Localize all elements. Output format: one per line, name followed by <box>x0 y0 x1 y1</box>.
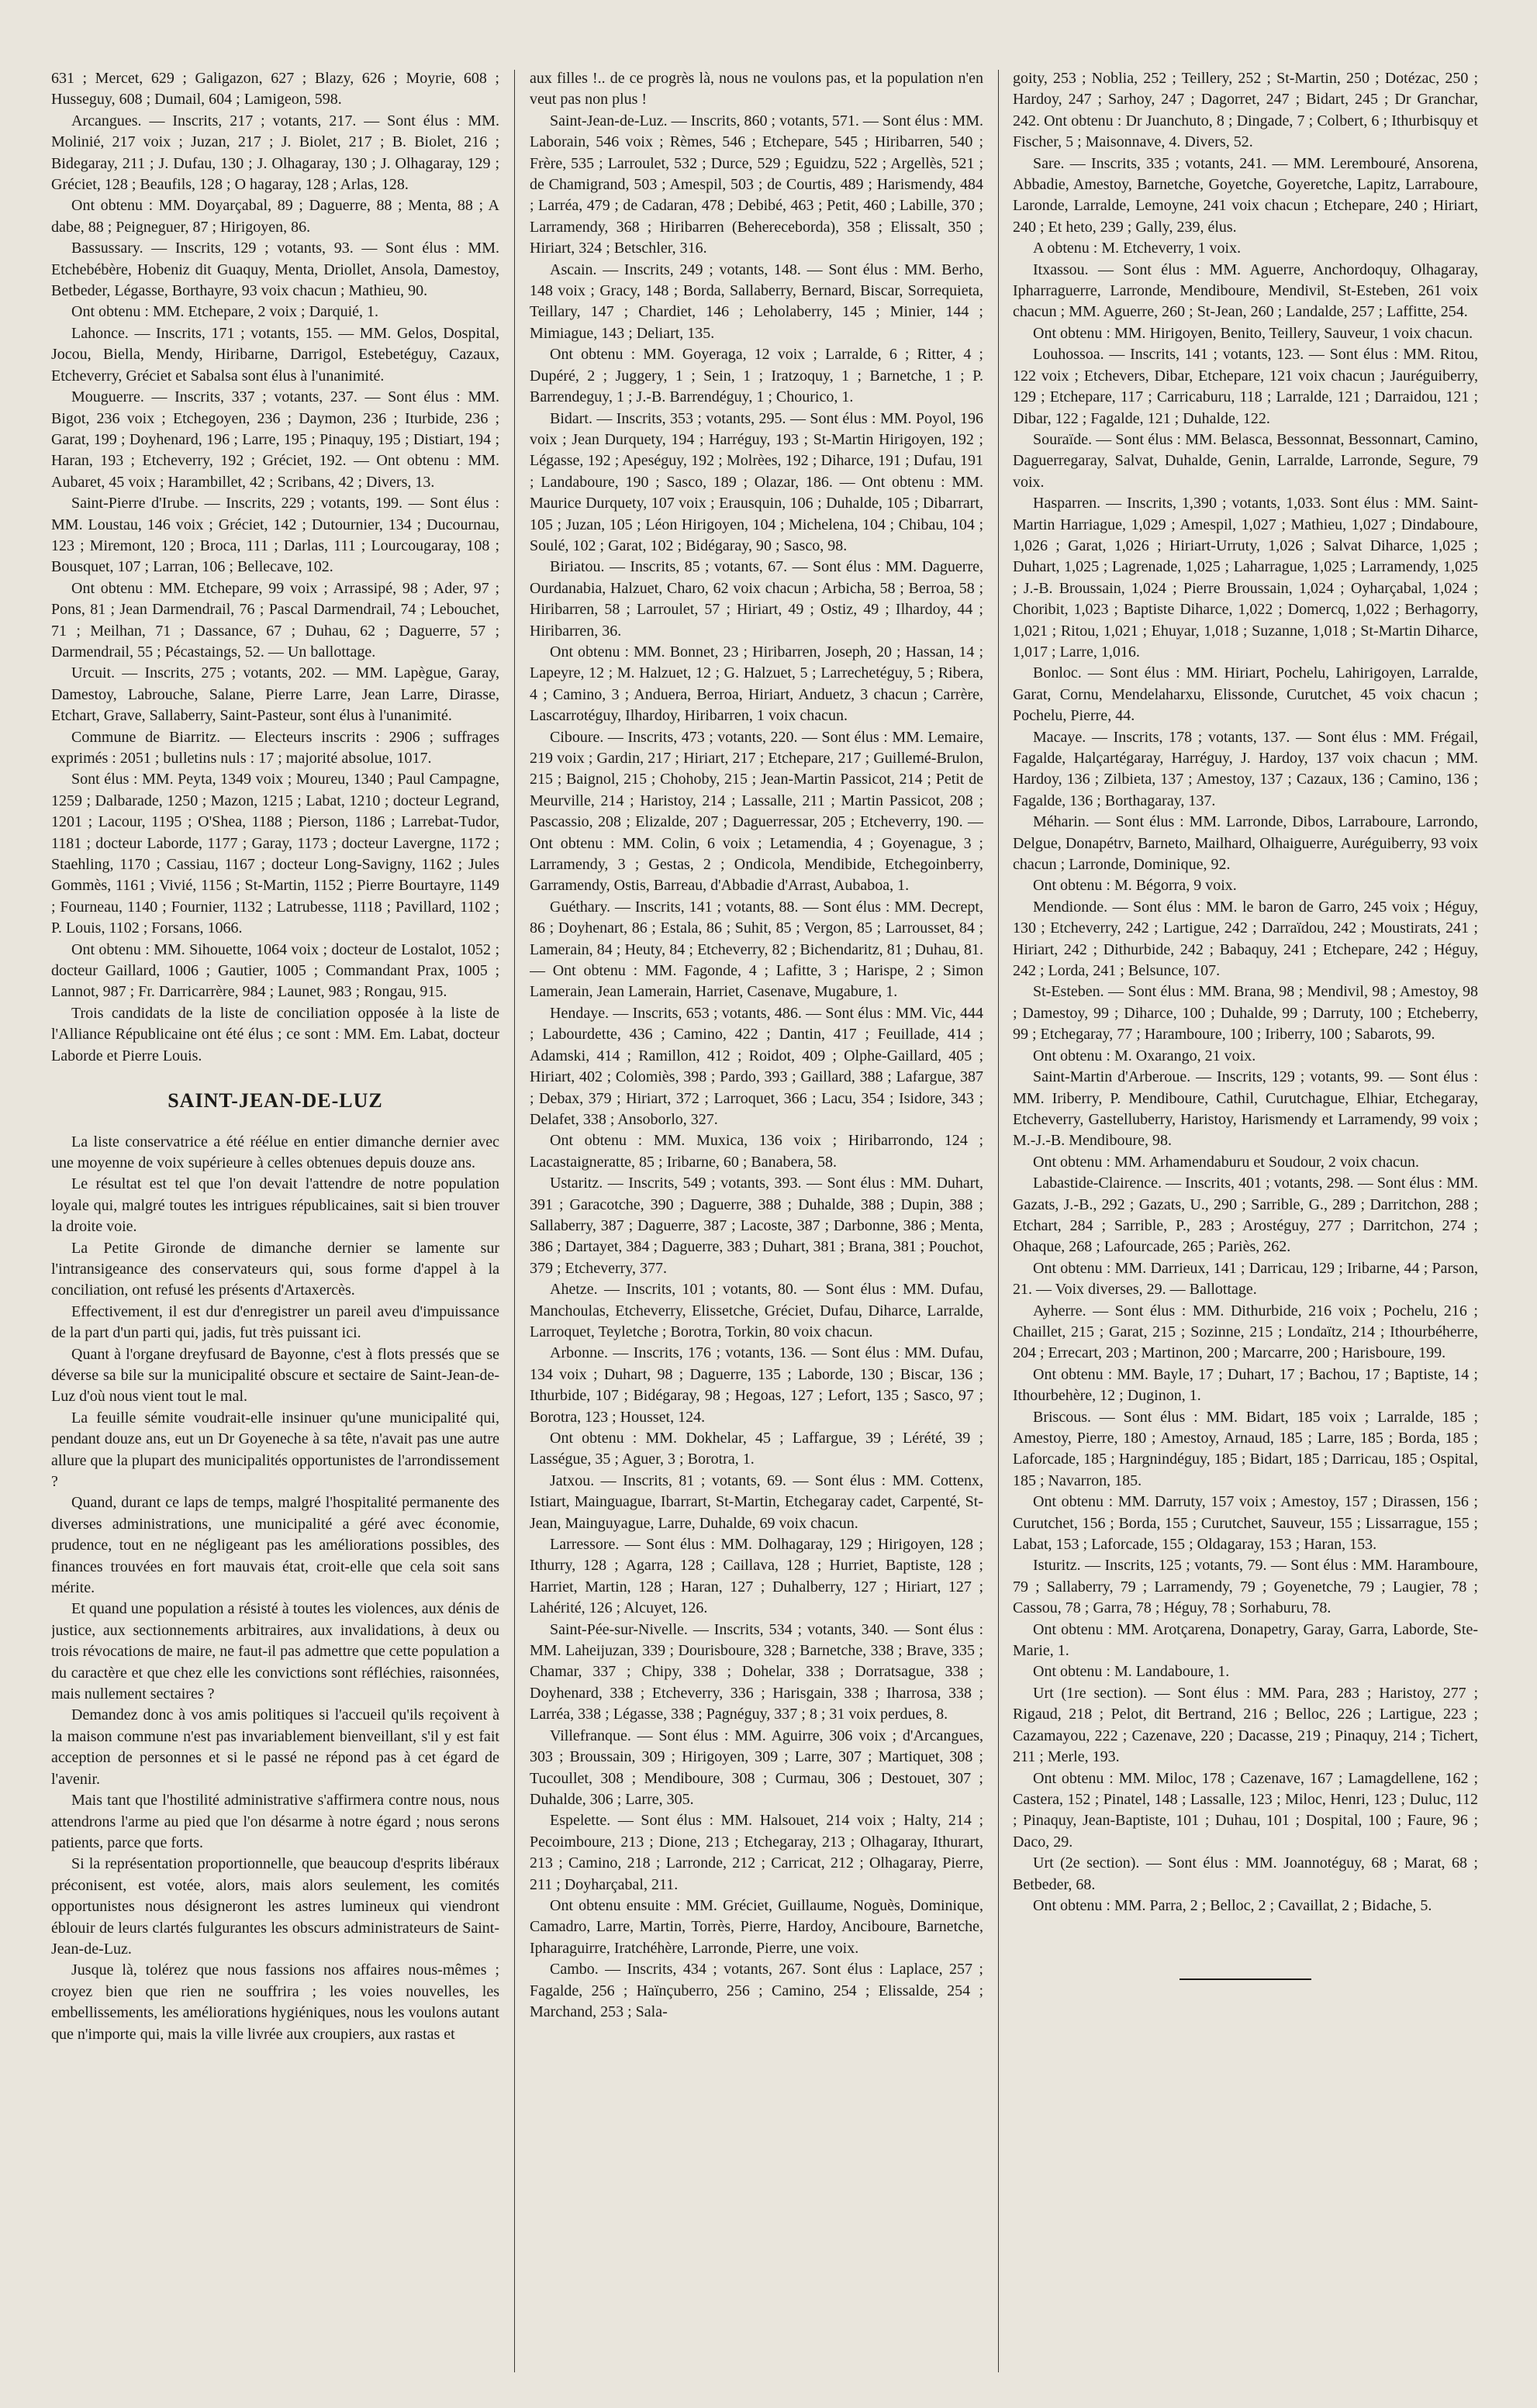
paragraph: Ont obtenu : MM. Muxica, 136 voix ; Hiribarrondo, 124 ; Lacastaigneratte, 85 ; Iribarne, 60 ; Banabera, 58. <box>530 1132 983 1171</box>
column-1 <box>51 68 499 2377</box>
paragraph: Jusque là, tolérez que nous fassions nos affaires nous-mêmes ; croyez bien que rien ne souffrira ; les voies nouvelles, les embellissements, les améliorations hygiéniques, nous les voulons autant que n'importe qui, mais la ville livrée aux croupiers, aux rastas et <box>51 1961 499 2043</box>
paragraph: Ont obtenu : MM. Sihouette, 1064 voix ; docteur de Lostalot, 1052 ; docteur Gaillard, 1006 ; Gautier, 1005 ; Commandant Prax, 1005 ; Lannot, 987 ; Fr. Darricarrère, 984 ; Launet, 983 ; Rongau, 915. <box>51 940 499 1001</box>
paragraph: Commune de Biarritz. — Electeurs inscrits : 2906 ; suffrages exprimés : 2051 ; bulletins nuls : 17 ; majorité absolue, 1017. <box>51 728 499 767</box>
paragraph: Jatxou. — Inscrits, 81 ; votants, 69. — Sont élus : MM. Cottenx, Istiart, Mainguague, Ibarrart, St-Martin, Etchegaray cadet, Carpenté, St-Jean, Mainguyague, Larre, Duhalde, 69 voix chacun. <box>530 1471 983 1532</box>
paragraph: Ont obtenu : M. Bégorra, 9 voix. <box>1033 877 1237 895</box>
paragraph: Ont obtenu : M. Landaboure, 1. <box>1033 1663 1230 1681</box>
paragraph: Saint-Pée-sur-Nivelle. — Inscrits, 534 ; votants, 340. — Sont élus : MM. Laheijuzan, 339 ; Dourisboure, 328 ; Barnetche, 338 ; Brave, 335 ; Chamar, 337 ; Chipy, 338 ; Dohelar, 338 ; Dorratsague, 338 ; Doyhenard, 338 ; Etcheverry, 336 ; Harisgain, 338 ; Iharrosa, 338 ; Larréa, 338 ; Légasse, 338 ; Pagnéguy, 337 ; 8 ; 31 voix perdues, 8. <box>530 1620 983 1723</box>
column-3 <box>1013 68 1478 2377</box>
closing-rule <box>1180 1978 1311 1980</box>
paragraph: Cambo. — Inscrits, 434 ; votants, 267. Sont élus : Laplace, 257 ; Fagalde, 256 ; Haïnçuberro, 256 ; Camino, 254 ; Elissalde, 254 ; Marchand, 253 ; Sala- <box>530 1961 983 2020</box>
paragraph: Ont obtenu : MM. Arotçarena, Donapetry, Garay, Garra, Laborde, Ste-Marie, 1. <box>1013 1620 1478 1660</box>
paragraph: Ont obtenu : MM. Arhamendaburu et Soudour, 2 voix chacun. <box>1033 1153 1420 1171</box>
paragraph: Urt (1re section). — Sont élus : MM. Para, 283 ; Haristoy, 277 ; Rigaud, 218 ; Pelot, dit Bertrand, 216 ; Belloc, 226 ; Lartigue, 223 ; Cazamayou, 222 ; Cazenave, 220 ; Dacasse, 219 ; Pinaquy, 214 ; Tichert, 211 ; Merle, 193. <box>1013 1684 1478 1766</box>
paragraph: Ont obtenu : MM. Doyarçabal, 89 ; Daguerre, 88 ; Menta, 88 ; A dabe, 88 ; Peigneguer, 87 ; Hirigoyen, 86. <box>51 197 499 236</box>
paragraph: aux filles !.. de ce progrès là, nous ne voulons pas, et la population n'en veut pas non plus ! <box>530 70 983 109</box>
paragraph: Ont obtenu : MM. Bayle, 17 ; Duhart, 17 ; Bachou, 17 ; Baptiste, 14 ; Ithourbehère, 12 ; Duginon, 1. <box>1013 1365 1478 1405</box>
paragraph: Saint-Pierre d'Irube. — Inscrits, 229 ; votants, 199. — Sont élus : MM. Loustau, 146 voix ; Gréciet, 142 ; Dutournier, 134 ; Ducournau, 123 ; Miremont, 120 ; Broca, 111 ; Darlas, 111 ; Lourcougaray, 108 ; Bousquet, 107 ; Larran, 106 ; Bellecave, 102. <box>51 495 499 576</box>
paragraph: Ahetze. — Inscrits, 101 ; votants, 80. — Sont élus : MM. Dufau, Manchoulas, Etcheverry, Elissetche, Gréciet, Dufau, Diharce, Larralde, Larroquet, Teyletche ; Borotra, Torkin, 80 voix chacun. <box>530 1281 983 1340</box>
paragraph: Ont obtenu ensuite : MM. Gréciet, Guillaume, Noguès, Dominique, Camadro, Larre, Martin, Torrès, Pierre, Hardoy, Anciboure, Barnetche, Ipharaguirre, Iratchéhère, Larronde, Pierre, une voix. <box>530 1896 983 1957</box>
paragraph: Arbonne. — Inscrits, 176 ; votants, 136. — Sont élus : MM. Dufau, 134 voix ; Duhart, 98 ; Daguerre, 135 ; Laborde, 130 ; Biscar, 136 ; Ithurbide, 107 ; Bidégaray, 98 ; Hegoas, 127 ; Lefort, 135 ; Sasco, 97 ; Borotra, 123 ; Housset, 124. <box>530 1344 983 1426</box>
paragraph: La Petite Gironde de dimanche dernier se lamente sur l'intransigeance des conservateurs qui, sous forme d'appel à la conciliation, ont refusé les présents d'Artaxercès. <box>51 1239 499 1299</box>
paragraph: Souraïde. — Sont élus : MM. Belasca, Bessonnat, Bessonnart, Camino, Daguerregaray, Salvat, Duhalde, Genin, Larralde, Larronde, Segure, 79 voix. <box>1013 430 1478 491</box>
paragraph: Bassussary. — Inscrits, 129 ; votants, 93. — Sont élus : MM. Etchebébère, Hobeniz dit Guaquy, Menta, Driollet, Ansola, Damestoy, Betbeder, Légasse, Borthayre, 93 voix chacun ; Mathieu, 90. <box>51 240 499 300</box>
paragraph: goity, 253 ; Noblia, 252 ; Teillery, 252 ; St-Martin, 250 ; Dotézac, 250 ; Hardoy, 247 ; Sarhoy, 247 ; Dagorret, 247 ; Bidart, 245 ; Dr Granchar, 242. Ont obtenu : Dr Juanchuto, 8 ; Dingade, 7 ; Colbert, 6 ; Ithurbisquy et Fischer, 5 ; Maisonnave, 4. Divers, 52. <box>1013 70 1478 151</box>
paragraph: Isturitz. — Inscrits, 125 ; votants, 79. — Sont élus : MM. Haramboure, 79 ; Sallaberry, 79 ; Larramendy, 79 ; Goyenetche, 79 ; Laugier, 78 ; Cassou, 78 ; Garra, 78 ; Héguy, 78 ; Sorhaburu, 78. <box>1013 1557 1478 1617</box>
paragraph: Ascain. — Inscrits, 249 ; votants, 148. — Sont élus : MM. Berho, 148 voix ; Gracy, 148 ; Borda, Sallaberry, Bernard, Biscar, Sorrequieta, Teillary, 147 ; Chardiet, 146 ; Leholaberry, 145 ; Minier, 144 ; Mimiague, 143 ; Deliart, 135. <box>530 260 983 342</box>
paragraph: Saint-Jean-de-Luz. — Inscrits, 860 ; votants, 571. — Sont élus : MM. Laborain, 546 voix ; Rèmes, 546 ; Etchepare, 545 ; Hiribarren, 540 ; Frère, 535 ; Larroulet, 532 ; Durce, 529 ; Eguidzu, 522 ; Argellès, 521 ; de Chamigrand, 503 ; Amespil, 503 ; de Courtis, 489 ; Harismendy, 484 ; Larréa, 479 ; de Cadaran, 478 ; Debibé, 463 ; Petit, 460 ; Labille, 370 ; Larramendy, 368 ; Hiribarren (Behereceborda), 358 ; Elissalt, 350 ; Hiriart, 324 ; Betschler, 316. <box>530 112 983 257</box>
paragraph: Labastide-Clairence. — Inscrits, 401 ; votants, 298. — Sont élus : MM. Gazats, J.-B., 292 ; Gazats, U., 290 ; Sarrible, G., 289 ; Darritchon, 288 ; Etchart, 284 ; Sarrible, P., 283 ; Arostéguy, 277 ; Darritchon, 274 ; Ohaque, 268 ; Lafourcade, 265 ; Pariès, 262. <box>1013 1175 1478 1256</box>
paragraph: Hendaye. — Inscrits, 653 ; votants, 486. — Sont élus : MM. Vic, 444 ; Labourdette, 436 ; Camino, 422 ; Dantin, 417 ; Feuillade, 414 ; Adamski, 414 ; Ramillon, 412 ; Roidot, 409 ; Olphe-Gaillard, 405 ; Hiriart, 402 ; Colomiès, 398 ; Pardo, 393 ; Gaillard, 388 ; Lafargue, 387 ; Debax, 379 ; Hiriart, 372 ; Larroquet, 366 ; Lacu, 354 ; Isidore, 343 ; Delafet, 338 ; Ansoborlo, 327. <box>530 1004 983 1128</box>
paragraph: Sont élus : MM. Peyta, 1349 voix ; Moureu, 1340 ; Paul Campagne, 1259 ; Dalbarade, 1250 ; Mazon, 1215 ; Labat, 1210 ; docteur Legrand, 1201 ; Lacour, 1195 ; O'Shea, 1188 ; Pierson, 1186 ; Larrebat-Tudor, 1181 ; docteur Laborde, 1177 ; Garay, 1173 ; docteur Lavergne, 1172 ; Staehling, 1170 ; Cassiau, 1167 ; docteur Long-Savigny, 1162 ; Jules Gommès, 1161 ; Vivié, 1156 ; St-Martin, 1152 ; Pierre Bourtayre, 1149 ; Fourneau, 1140 ; Fournier, 1132 ; Latrubesse, 1118 ; Pavillard, 1102 ; P. Louis, 1102 ; Forsans, 1066. <box>51 771 499 937</box>
paragraph: Ont obtenu : M. Oxarango, 21 voix. <box>1033 1047 1256 1064</box>
paragraph: Ont obtenu : MM. Dokhelar, 45 ; Laffargue, 39 ; Lérété, 39 ; Lasségue, 35 ; Aguer, 3 ; Borotra, 1. <box>530 1430 983 1468</box>
paragraph: Briscous. — Sont élus : MM. Bidart, 185 voix ; Larralde, 185 ; Amestoy, Pierre, 180 ; Amestoy, Arnaud, 185 ; Larre, 185 ; Borda, 185 ; Laforcade, 185 ; Hargnindéguy, 185 ; Bidart, 185 ; Darricau, 185 ; Ospital, 185 ; Navarron, 185. <box>1013 1408 1478 1489</box>
paragraph: La liste conservatrice a été réélue en entier dimanche dernier avec une moyenne de voix supérieure à celles obtenues depuis douze ans. <box>51 1133 499 1171</box>
paragraph: Ont obtenu : MM. Hirigoyen, Benito, Teillery, Sauveur, 1 voix chacun. <box>1033 324 1473 342</box>
paragraph: Ont obtenu : MM. Miloc, 178 ; Cazenave, 167 ; Lamagdellene, 162 ; Castera, 152 ; Pinatel, 148 ; Lassalle, 123 ; Miloc, Henri, 123 ; Duluc, 112 ; Pinaquy, Jean-Baptiste, 101 ; Duhau, 101 ; Dospital, 100 ; Faure, 96 ; Daco, 29. <box>1013 1769 1478 1851</box>
paragraph: Larressore. — Sont élus : MM. Dolhagaray, 129 ; Hirigoyen, 128 ; Ithurry, 128 ; Agarra, 128 ; Caillava, 128 ; Hurriet, Baptiste, 128 ; Harriet, Martin, 128 ; Haran, 127 ; Duhalberry, 127 ; Hiriart, 127 ; Lahérité, 126 ; Alcuyet, 126. <box>530 1536 983 1617</box>
paragraph: Hasparren. — Inscrits, 1,390 ; votants, 1,033. Sont élus : MM. Saint-Martin Harriague, 1,029 ; Amespil, 1,027 ; Mathieu, 1,027 ; Dindaboure, 1,026 ; Garat, 1,026 ; Hiriart-Urruty, 1,026 ; Salvat Diharce, 1,025 ; Duhart, 1,025 ; Lagrenade, 1,025 ; Laharrague, 1,025 ; Larramendy, 1,025 ; J.-B. Broussain, 1,024 ; Pierre Broussain, 1,024 ; Oyharçabal, 1,024 ; Choribit, 1,023 ; Baptiste Diharce, 1,022 ; Domercq, 1,022 ; Berhagorry, 1,021 ; Ritou, 1,021 ; Ehuyar, 1,018 ; Suzanne, 1,018 ; St-Martin Diharce, 1,017 ; Larre, 1,016. <box>1013 495 1478 661</box>
paragraph: Saint-Martin d'Arberoue. — Inscrits, 129 ; votants, 99. — Sont élus : MM. Iriberry, P. Mendiboure, Cathil, Curutchague, Elhiar, Etchegaray, Etcheverry, Gastelluberry, Haristoy, Harismendy et Larramendy, 99 voix ; M.-J.-B. Mendiboure, 98. <box>1013 1068 1478 1150</box>
paragraph: Bonloc. — Sont élus : MM. Hiriart, Pochelu, Lahirigoyen, Larralde, Garat, Cornu, Mendelaharxu, Elissonde, Curutchet, 45 voix chacun ; Pochelu, Pierre, 44. <box>1013 664 1478 725</box>
paragraph: Arcangues. — Inscrits, 217 ; votants, 217. — Sont élus : MM. Molinié, 217 voix ; Juzan, 217 ; J. Biolet, 217 ; B. Biolet, 216 ; Bidegaray, 211 ; J. Dufau, 130 ; J. Olhagaray, 130 ; J. Olhagaray, 129 ; Gréciet, 128 ; Beaufils, 128 ; O hagaray, 128 ; Arlas, 128. <box>51 112 499 194</box>
paragraph: Ciboure. — Inscrits, 473 ; votants, 220. — Sont élus : MM. Lemaire, 219 voix ; Gardin, 217 ; Hiriart, 217 ; Etchepare, 217 ; Guillemé-Brulon, 215 ; Baignol, 215 ; Chohoby, 215 ; Jean-Martin Passicot, 214 ; Petit de Meurville, 214 ; Haristoy, 214 ; Lassalle, 211 ; Martin Passicot, 208 ; Pascassio, 208 ; Elizalde, 207 ; Daguerressar, 205 ; Etcheverry, 190. — Ont obtenu : MM. Colin, 6 voix ; Letamendia, 4 ; Goyenague, 3 ; Larramendy, 3 ; Gestas, 2 ; Ondicola, Mendibide, Etchegoinberry, Garramendy, Ostis, Barreau, d'Abbadie d'Arrast, Aubaboa, 1. <box>530 728 983 895</box>
paragraph: Urt (2e section). — Sont élus : MM. Joannotéguy, 68 ; Marat, 68 ; Betbeder, 68. <box>1013 1854 1478 1893</box>
column-divider <box>998 70 999 2372</box>
paragraph: Sare. — Inscrits, 335 ; votants, 241. — MM. Lerembouré, Ansorena, Abbadie, Amestoy, Barnetche, Goyetche, Goyeretche, Lapitz, Larraboure, Laronde, Larralde, Lemoyne, 241 voix chacun ; Etchepare, 240 ; Hiriart, 240 ; Et heto, 239 ; Gally, 239, élus. <box>1013 154 1478 236</box>
paragraph: Ont obtenu : MM. Bonnet, 23 ; Hiribarren, Joseph, 20 ; Hassan, 14 ; Lapeyre, 12 ; M. Halzuet, 12 ; G. Halzuet, 5 ; Larrechetéguy, 5 ; Ribera, 4 ; Camino, 3 ; Anduera, Berroa, Hiriart, Anduetz, 3 chacun ; Carrère, Lascarrotéguy, Ilhardoy, Hiribarren, 1 voix chacun. <box>530 643 983 725</box>
paragraph: Lahonce. — Inscrits, 171 ; votants, 155. — MM. Gelos, Dospital, Jocou, Biella, Mendy, Hiribarne, Darrigol, Estebetéguy, Cazaux, Etcheverry, Gréciet et Sabalsa sont élus à l'unanimité. <box>51 324 499 385</box>
paragraph: Ont obtenu : MM. Parra, 2 ; Belloc, 2 ; Cavaillat, 2 ; Bidache, 5. <box>1033 1896 1432 1914</box>
paragraph: Demandez donc à vos amis politiques si l'accueil qu'ils reçoivent à la maison commune n'est pas invariablement bienveillant, s'il y est fait acception de personnes et si le passé ne répond pas à cet égard de l'avenir. <box>51 1706 499 1788</box>
paragraph: Si la représentation proportionnelle, que beaucoup d'esprits libéraux préconisent, est votée, alors, mais alors seulement, les comités opportunistes nous désigneront les astres lumineux qui viendront éblouir de leurs clartés fulgurantes les obscurs administrateurs de Saint-Jean-de-Luz. <box>51 1855 499 1958</box>
paragraph: Villefranque. — Sont élus : MM. Aguirre, 306 voix ; d'Arcangues, 303 ; Broussain, 309 ; Hirigoyen, 309 ; Larre, 307 ; Martiquet, 308 ; Tucoullet, 308 ; Mendiboure, 308 ; Curmau, 306 ; Destouet, 307 ; Duhalde, 306 ; Larre, 305. <box>530 1727 983 1808</box>
paragraph: Mouguerre. — Inscrits, 337 ; votants, 237. — Sont élus : MM. Bigot, 236 voix ; Etchegoyen, 236 ; Daymon, 236 ; Iturbide, 236 ; Garat, 199 ; Doyhenard, 196 ; Larre, 195 ; Pinaquy, 195 ; Distiart, 194 ; Haran, 193 ; Etcheverry, 192 ; Gréciet, 192. — Ont obtenu : MM. Aubaret, 45 voix ; Harambillet, 42 ; Scribans, 42 ; Divers, 13. <box>51 388 499 491</box>
paragraph: Macaye. — Inscrits, 178 ; votants, 137. — Sont élus : MM. Frégail, Fagalde, Halçartégaray, Harréguy, J. Hardoy, 137 voix chacun ; MM. Hardoy, 136 ; Zilbieta, 137 ; Amestoy, 137 ; Cazaux, 136 ; Camino, 136 ; Fagalde, 136 ; Borthagaray, 137. <box>1013 728 1478 809</box>
paragraph: 631 ; Mercet, 629 ; Galigazon, 627 ; Blazy, 626 ; Moyrie, 608 ; Husseguy, 608 ; Dumail, 604 ; Lamigeon, 598. <box>51 70 499 109</box>
paragraph: Ont obtenu : MM. Goyeraga, 12 voix ; Larralde, 6 ; Ritter, 4 ; Dupéré, 2 ; Juggery, 1 ; Sein, 1 ; Iratzoquy, 1 ; Barnetche, 1 ; P. Barrendeguy, 1 ; J.-B. Barrendéguy, 1 ; Chourico, 1. <box>530 346 983 406</box>
paragraph: Guéthary. — Inscrits, 141 ; votants, 88. — Sont élus : MM. Decrept, 86 ; Doyhenart, 86 ; Estala, 86 ; Suhit, 85 ; Vergon, 85 ; Larrousset, 84 ; Lamerain, 84 ; Heuty, 84 ; Etcheverry, 82 ; Bichendaritz, 81 ; Duhau, 81. — Ont obtenu : MM. Fagonde, 4 ; Lafitte, 3 ; Harispe, 2 ; Simon Lamerain, Jean Lamerain, Harriet, Casenave, Mugabure, 1. <box>530 898 983 1001</box>
paragraph: Mendionde. — Sont élus : MM. le baron de Garro, 245 voix ; Héguy, 130 ; Etcheverry, 242 ; Lartigue, 242 ; Darraïdou, 242 ; Moustirats, 241 ; Hiriart, 242 ; Dithurbide, 242 ; Babaquy, 241 ; Etchepare, 242 ; Héguy, 242 ; Lorda, 241 ; Belsunce, 107. <box>1013 898 1478 980</box>
paragraph: Bidart. — Inscrits, 353 ; votants, 295. — Sont élus : MM. Poyol, 196 voix ; Jean Durquety, 194 ; Harréguy, 193 ; St-Martin Hirigoyen, 192 ; Légasse, 192 ; Apeséguy, 192 ; Molrèes, 192 ; Diharce, 191 ; Dufau, 191 ; Landaboure, 190 ; Sasco, 189 ; Olazar, 186. — Ont obtenu : MM. Maurice Durquety, 107 voix ; Erausquin, 106 ; Duhalde, 105 ; Dibarrart, 105 ; Juzan, 105 ; Léon Hirigoyen, 104 ; Michelena, 104 ; Chibau, 104 ; Soulé, 102 ; Garat, 102 ; Bidégaray, 90 ; Sasco, 98. <box>530 409 983 554</box>
paragraph: Itxassou. — Sont élus : MM. Aguerre, Anchordoquy, Olhagaray, Ipharraguerre, Larronde, Mendiboure, Mendivil, St-Esteben, 261 voix chacun ; MM. Aguerre, 260 ; St-Jean, 260 ; Landalde, 257 ; Laffitte, 254. <box>1013 260 1478 321</box>
paragraph: Ayherre. — Sont élus : MM. Dithurbide, 216 voix ; Pochelu, 216 ; Chaillet, 215 ; Garat, 215 ; Sozinne, 215 ; Londaïtz, 214 ; Ithourbéherre, 204 ; Errecart, 203 ; Martinon, 200 ; Marcarre, 200 ; Harisboure, 199. <box>1013 1302 1478 1362</box>
paragraph: Quant à l'organe dreyfusard de Bayonne, c'est à flots pressés que se déverse sa bile sur la municipalité obscure et sectaire de Saint-Jean-de-Luz d'où nous vient tout le mal. <box>51 1345 499 1406</box>
paragraph: Ustaritz. — Inscrits, 549 ; votants, 393. — Sont élus : MM. Duhart, 391 ; Garacotche, 390 ; Daguerre, 388 ; Duhalde, 388 ; Dupin, 388 ; Sallaberry, 387 ; Daguerre, 387 ; Lacoste, 387 ; Darbonne, 386 ; Menta, 386 ; Dartayet, 384 ; Daguerre, 383 ; Duhart, 381 ; Brana, 381 ; Pouchot, 379 ; Etcheverry, 377. <box>530 1175 983 1277</box>
paragraph: Effectivement, il est dur d'enregistrer un pareil aveu d'impuissance de la part d'un parti qui, jadis, fut très puissant ici. <box>51 1302 499 1342</box>
paragraph: Mais tant que l'hostilité administrative s'affirmera contre nous, nous attendrons l'arme au pied que l'on désarme à notre égard ; nous serons patients, parce que forts. <box>51 1792 499 1851</box>
paragraph: Et quand une population a résisté à toutes les violences, aux dénis de justice, aux sectionnements arbitraires, aux invalidations, à deux ou trois révocations de maire, ne faut-il pas admettre que cette population a du caractère et que chez elle les convictions sont réfléchies, raisonnées, mais nullement sectaires ? <box>51 1600 499 1703</box>
paragraph: Urcuit. — Inscrits, 275 ; votants, 202. — MM. Lapègue, Garay, Damestoy, Labrouche, Salane, Pierre Larre, Jean Larre, Dirasse, Etchart, Grave, Sallaberry, Saint-Pasteur, sont élus à l'unanimité. <box>51 664 499 725</box>
paragraph: Trois candidats de la liste de conciliation opposée à la liste de l'Alliance Républicaine ont été élus ; ce sont : MM. Em. Labat, docteur Laborde et Pierre Louis. <box>51 1004 499 1064</box>
section-heading: SAINT-JEAN-DE-LUZ <box>168 1089 383 1113</box>
paragraph: Espelette. — Sont élus : MM. Halsouet, 214 voix ; Halty, 214 ; Pecoimboure, 213 ; Dione, 213 ; Etchegaray, 213 ; Olhagaray, Ithurart, 213 ; Camino, 218 ; Larronde, 212 ; Carricat, 212 ; Olhagaray, Pierre, 211 ; Doyharçabal, 211. <box>530 1812 983 1893</box>
paragraph: Ont obtenu : MM. Darrieux, 141 ; Darricau, 129 ; Iribarne, 44 ; Parson, 21. — Voix diverses, 29. — Ballottage. <box>1013 1259 1478 1299</box>
paragraph: Biriatou. — Inscrits, 85 ; votants, 67. — Sont élus : MM. Daguerre, Ourdanabia, Halzuet, Charo, 62 voix chacun ; Arbicha, 58 ; Berroa, 58 ; Hiribarren, 58 ; Larroulet, 57 ; Hiriart, 49 ; Ostiz, 49 ; Ilhardoy, 44 ; Hiribarren, 36. <box>530 558 983 640</box>
paragraph: Ont obtenu : MM. Etchepare, 2 voix ; Darquié, 1. <box>71 303 379 321</box>
paragraph: Louhossoa. — Inscrits, 141 ; votants, 123. — Sont élus : MM. Ritou, 122 voix ; Etchevers, Dibar, Etchepare, 121 voix chacun ; Jauréguiberry, 129 ; Etchepare, 117 ; Carricaburu, 118 ; Larralde, 121 ; Darraidou, 121 ; Dibar, 122 ; Fagalde, 121 ; Duhalde, 122. <box>1013 346 1478 427</box>
paragraph: La feuille sémite voudrait-elle insinuer qu'une municipalité qui, pendant douze ans, eut un Dr Goyeneche à sa tête, n'avait pas une autre allure que la plupart des municipalités opportunistes de l'arrondissement ? <box>51 1409 499 1490</box>
paragraph: Ont obtenu : MM. Etchepare, 99 voix ; Arrassipé, 98 ; Ader, 97 ; Pons, 81 ; Jean Darmendrail, 76 ; Pascal Darmendrail, 74 ; Lebouchet, 71 ; Meilhan, 71 ; Dassance, 67 ; Duhau, 62 ; Daguerre, 57 ; Darmendrail, 55 ; Pécastaings, 52. — Un ballottage. <box>51 579 499 661</box>
paragraph: Ont obtenu : MM. Darruty, 157 voix ; Amestoy, 157 ; Dirassen, 156 ; Curutchet, 156 ; Borda, 155 ; Curutchet, Sauveur, 155 ; Lissarrague, 155 ; Labat, 153 ; Laforcade, 155 ; Oldagaray, 153 ; Haran, 153. <box>1013 1493 1478 1554</box>
paragraph: Quand, durant ce laps de temps, malgré l'hospitalité permanente des diverses administrations, une municipalité a géré avec économie, prudence, tout en ne négligeant pas les améliorations possibles, des finances trouvées en fort mauvais état, croit-elle que cela soit sans mérite. <box>51 1494 499 1597</box>
column-divider <box>514 70 515 2372</box>
paragraph: Méharin. — Sont élus : MM. Larronde, Dibos, Larraboure, Larrondo, Delgue, Donapétrv, Barneto, Mailhard, Olhaiguerre, Auréguiberry, 93 voix chacun ; Larronde, Dominique, 92. <box>1013 813 1478 874</box>
paragraph: A obtenu : M. Etcheverry, 1 voix. <box>1033 240 1242 257</box>
paragraph: Le résultat est tel que l'on devait l'attendre de notre population loyale qui, malgré toutes les intrigues républicaines, sait si bien trouver la droite voie. <box>51 1175 499 1236</box>
paragraph: St-Esteben. — Sont élus : MM. Brana, 98 ; Mendivil, 98 ; Amestoy, 98 ; Damestoy, 99 ; Diharce, 100 ; Duhalde, 99 ; Darruty, 100 ; Etcheberry, 99 ; Etchegaray, 77 ; Haramboure, 100 ; Iriberry, 100 ; Sabarots, 99. <box>1013 983 1478 1044</box>
column-2 <box>530 68 983 2377</box>
